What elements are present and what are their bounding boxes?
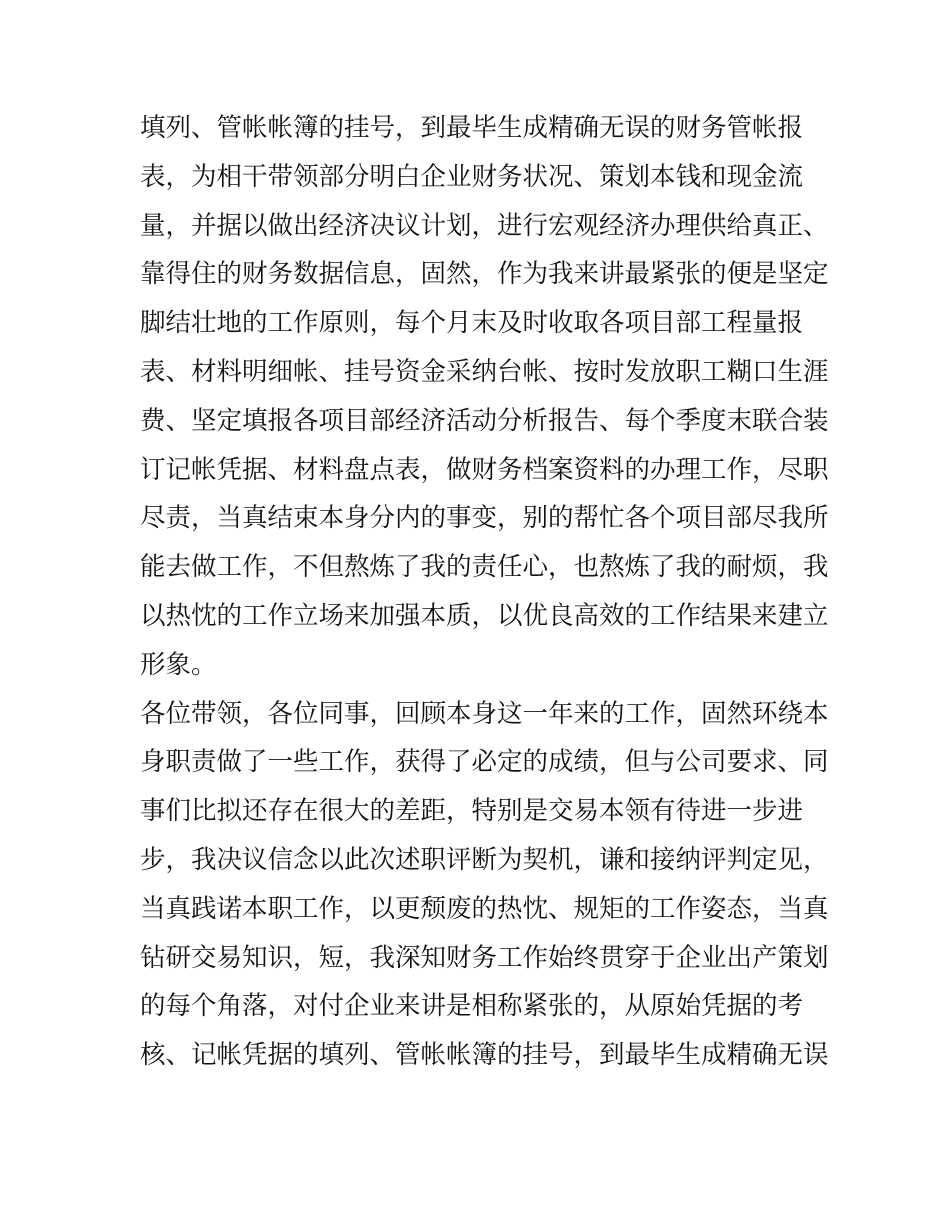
text-line-5: 脚结壮地的工作原则，每个月末及时收取各项目部工程量报 — [140, 308, 804, 339]
text-line-6: 表、材料明细帐、挂号资金采纳台帐、按时发放职工糊口生涯 — [140, 356, 829, 387]
text-line-18: 钻研交易知识，短，我深知财务工作始终贯穿于企业出产策划 — [140, 942, 829, 973]
body-text — [140, 104, 829, 1080]
text-line-12: 形象。 — [140, 649, 217, 680]
text-line-16: 步，我决议信念以此次述职评断为契机，谦和接纳评判定见， — [140, 844, 829, 875]
text-line-1: 填列、管帐帐簿的挂号，到最毕生成精确无误的财务管帐报 — [140, 113, 804, 143]
text-line-3: 量，并据以做出经济决议计划，进行宏观经济办理供给真正、 — [140, 210, 829, 241]
text-line-15: 事们比拟还存在很大的差距，特别是交易本领有待进一步进 — [140, 796, 804, 827]
text-line-9: 尽责，当真结束本身分内的事变，别的帮忙各个项目部尽我所 — [140, 503, 829, 534]
text-line-7: 费、坚定填报各项目部经济活动分析报告、每个季度末联合装 — [140, 405, 829, 436]
text-line-17: 当真践诺本职工作，以更颓废的热忱、规矩的工作姿态，当真 — [140, 893, 829, 924]
text-line-13: 各位带领，各位同事，回顾本身这一年来的工作，固然环绕本 — [140, 698, 829, 729]
text-line-20: 核、记帐凭据的填列、管帐帐簿的挂号，到最毕生成精确无误 — [140, 1040, 829, 1071]
text-line-4: 靠得住的财务数据信息，固然，作为我来讲最紧张的便是坚定 — [140, 259, 829, 290]
text-line-2: 表，为相干带领部分明白企业财务状况、策划本钱和现金流 — [140, 161, 804, 192]
text-line-11: 以热忱的工作立场来加强本质，以优良高效的工作结果来建立 — [140, 600, 829, 631]
text-line-10: 能去做工作，不但熬炼了我的责任心，也熬炼了我的耐烦，我 — [140, 552, 829, 583]
text-line-19: 的每个角落，对付企业来讲是相称紧张的，从原始凭据的考 — [140, 991, 804, 1022]
text-line-14: 身职责做了一些工作，获得了必定的成绩，但与公司要求、同 — [140, 747, 829, 778]
text-line-8: 订记帐凭据、材料盘点表，做财务档案资料的办理工作，尽职 — [140, 454, 829, 485]
